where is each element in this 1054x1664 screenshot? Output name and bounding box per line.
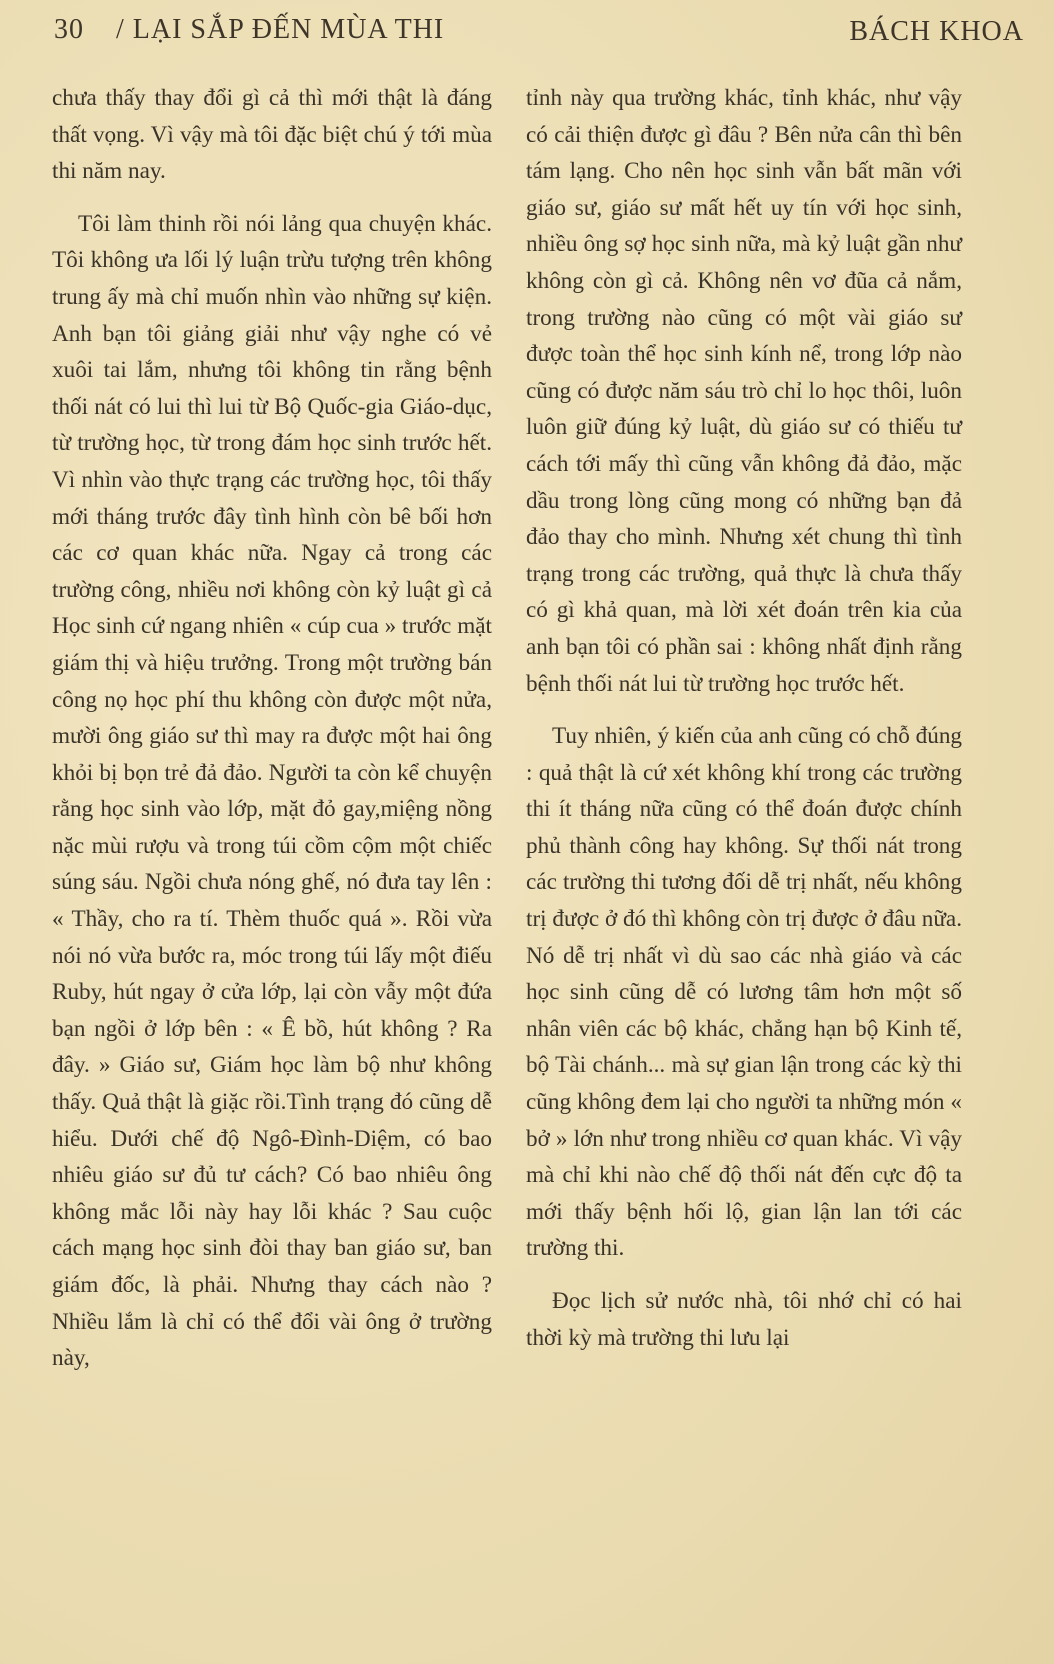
left-column xyxy=(52,80,492,1377)
paragraph: Đọc lịch sử nước nhà, tôi nhớ chỉ có hai thời kỳ mà trường thi lưu lại xyxy=(526,1288,962,1351)
paragraph: chưa thấy thay đổi gì cả thì mới thật là đáng thất vọng. Vì vậy mà tôi đặc biệt chú ý tới mùa thi năm nay. xyxy=(52,85,492,185)
page-header xyxy=(54,14,1024,58)
running-title: / LẠI SẮP ĐẾN MÙA THI xyxy=(116,14,445,45)
page-number: 30 xyxy=(54,14,84,45)
magazine-name: BÁCH KHOA xyxy=(849,16,1024,47)
paragraph: Tôi làm thinh rồi nói lảng qua chuyện khác. Tôi không ưa lối lý luận trừu tượng trên không trung ấy mà chỉ muốn nhìn vào những sự kiện. Anh bạn tôi giảng giải như vậy nghe có vẻ xuôi tai lắm, nhưng tôi không tin rằng bệnh thối nát có lui thì lui từ Bộ Quốc-gia Giáo-dục, từ trường học, từ trong đám học sinh trước hết. Vì nhìn vào thực trạng các trường học, tôi thấy mới tháng trước đây tình hình còn bê bối hơn các cơ quan khác nữa. Ngay cả trong các trường công, nhiều nơi không còn kỷ luật gì cả Học sinh cứ ngang nhiên « cúp cua » trước mặt giám thị và hiệu trưởng. Trong một trường bán công nọ học phí thu không còn được một nửa, mười ông giáo sư thì may ra được một hai ông khỏi bị bọn trẻ đả đảo. Người ta còn kể chuyện rằng học sinh vào lớp, mặt đỏ gay,miệng nồng nặc mùi rượu và trong túi cồm cộm một chiếc súng sáu. Ngồi chưa nóng ghế, nó đưa tay lên : « Thầy, cho ra tí. Thèm thuốc quá ». Rồi vừa nói nó vừa bước ra, móc trong túi lấy một điếu Ruby, hút ngay ở cửa lớp, lại còn vẫy một đứa bạn ngồi ở lớp bên : « Ê bồ, hút không ? Ra đây. » Giáo sư, Giám học làm bộ như không thấy. Quả thật là giặc rồi.Tình trạng đó cũng dễ hiểu. Dưới chế độ Ngô-Đình-Diệm, có bao nhiêu giáo sư đủ tư cách? Có bao nhiêu ông không mắc lỗi này hay lỗi khác ? Sau cuộc cách mạng học sinh đòi thay ban giáo sư, ban giám đốc, là phải. Nhưng thay cách nào ? Nhiều lắm là chỉ có thể đổi vài ông ở trường này, xyxy=(52,210,492,1372)
paragraph: Tuy nhiên, ý kiến của anh cũng có chỗ đúng : quả thật là cứ xét không khí trong các trường thi ít tháng nữa cũng có thể đoán được chính phủ thành công hay không. Sự thối nát trong các trường thi tương đối dễ trị nhất, nếu không trị được ở đó thì không còn trị được ở đâu nữa. Nó dễ trị nhất vì dù sao các nhà giáo và các học sinh cũng dễ có lương tâm hơn một số nhân viên các bộ khác, chẳng hạn bộ Kinh tế, bộ Tài chánh... mà sự gian lận trong các kỳ thi cũng không đem lại cho người ta những món « bở » lớn như trong nhiều cơ quan khác. Vì vậy mà chỉ khi nào chế độ thối nát đến cực độ ta mới thấy bệnh hối lộ, gian lận lan tới các trường thi. xyxy=(526,723,963,1262)
paragraph: tỉnh này qua trường khác, tỉnh khác, như vậy có cải thiện được gì đâu ? Bên nửa cân thì bên tám lạng. Cho nên học sinh vẫn bất mãn với giáo sư, giáo sư mất hết uy tín với học sinh, nhiều ông sợ học sinh nữa, mà kỷ luật gần như không còn gì cả. Không nên vơ đũa cả nắm, trong trường nào cũng có một vài giáo sư được toàn thể học sinh kính nể, trong lớp nào cũng có được năm sáu trò chỉ lo học thôi, luôn luôn giữ đúng kỷ luật, dù giáo sư có thiếu tư cách tới mấy thì cũng vẫn không đả đảo, mặc dầu trong lòng cũng mong có những bạn đả đảo thay cho mình. Nhưng xét chung thì tình trạng trong các trường, quả thực là chưa thấy có gì khả quan, mà lời xét đoán trên kia của anh bạn tôi có phần sai : không nhất định rằng bệnh thối nát lui từ trường học trước hết. xyxy=(526,85,962,697)
right-column xyxy=(526,80,962,1356)
